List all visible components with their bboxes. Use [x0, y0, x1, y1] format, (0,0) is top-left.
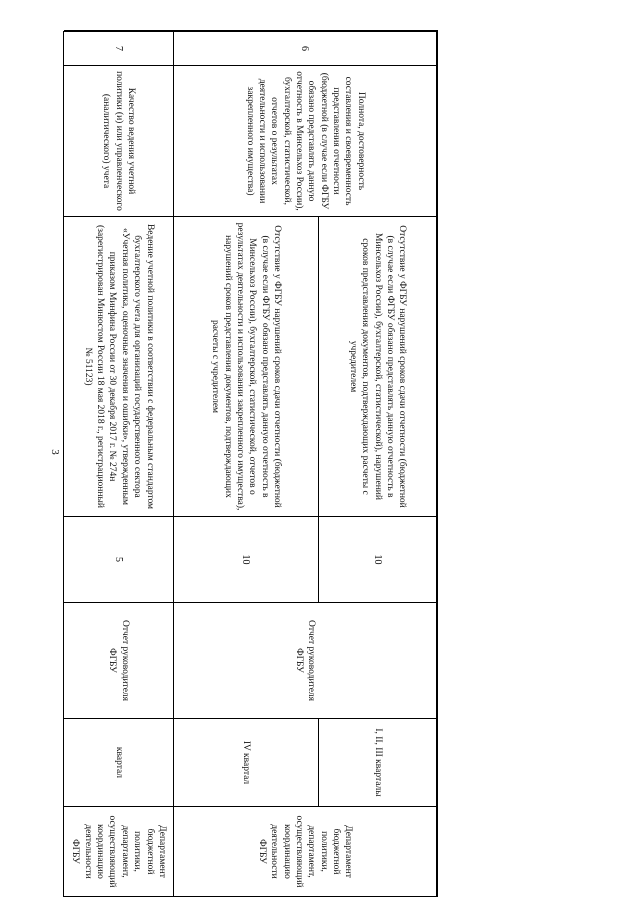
indicator-cell: Полнота, достоверность составления и своевременность представления отчетности (бюджетной (в случае если ФГБУ обязано представлять данную отчетность в Минсельхоз России), бухгалтерской, статистической, отчетов о результатах деятельности и использовании закрепленного имущества): [174, 66, 437, 217]
periodicity-cell: квартал: [64, 719, 174, 807]
criterion-cell: Отсутствие у ФГБУ нарушений сроков сдачи отчетности (бюджетной (в случае если ФГБУ обязано представлять данную отчетность в Минсельхоз России), бухгалтерской, статистической, отчетов о результатах деятельности и использовании закрепленного имущества), нарушений сроков представления документов, подтверждающих расчеты с учредителем: [174, 217, 319, 517]
points-cell: 10: [319, 517, 437, 603]
source-cell: Отчет руководителя ФГБУ: [174, 603, 437, 719]
row-number: 7: [64, 32, 174, 66]
periodicity-cell: IV квартал: [174, 719, 319, 807]
rotated-table-container: [64, 31, 437, 896]
points-cell: 10: [174, 517, 319, 603]
criterion-cell: Ведение учетной политики в соответствии с федеральным стандартом бухгалтерского учета для организаций государственного сектора «Учетная политика, оценочные значения и ошибки», утвержденным приказом Минфина России от 30 декабря 2017 г. № 274н (зарегистрирован Минюстом России 18 мая 2018 г., регистрационный № 51123): [64, 217, 174, 517]
points-cell: 5: [64, 517, 174, 603]
responsible-cell: Департамент бюджетной политики, департамент, осуществляющий координацию деятельности ФГБУ: [64, 807, 174, 897]
criterion-cell: Отсутствие у ФГБУ нарушений сроков сдачи отчетности (бюджетной (в случае если ФГБУ обязано представлять данную отчетность в Минсельхоз России), бухгалтерской, статистической), нарушений сроков представления документов, подтверждающих расчеты с учредителем: [319, 217, 437, 517]
responsible-cell: Департамент бюджетной политики, департамент, осуществляющий координацию деятельности ФГБУ: [174, 807, 437, 897]
table-frame: [64, 30, 438, 897]
row-number: 6: [174, 32, 437, 66]
table-row-6a: [319, 32, 437, 897]
indicator-cell: Качество ведения учетной политики (и) или управленческого (аналитического) учета: [64, 66, 174, 217]
table-row-7: [64, 32, 174, 897]
criteria-table: [63, 31, 437, 897]
source-cell: Отчет руководителя ФГБУ: [64, 603, 174, 719]
periodicity-cell: I, II, III кварталы: [319, 719, 437, 807]
page-number: 3: [48, 449, 61, 455]
